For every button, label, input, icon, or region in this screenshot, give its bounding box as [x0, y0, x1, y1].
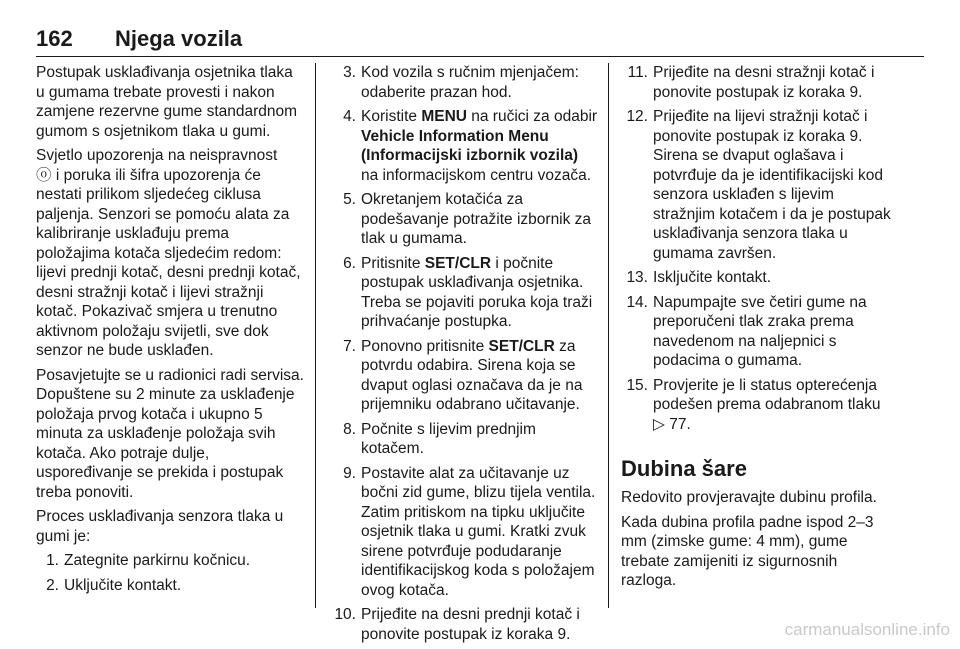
- list-item: 12. Prijeđite na lijevi stražnji kotač i ponovite postupak iz koraka 9. Sirena se dvaput oglašava i potvrđuje da je identifikacijski kod senzora usklađen s lijevim stražnjim kotačem i da je postupak usklađivanja senzora tlaka u gumama završen.: [626, 108, 891, 262]
- list-item: 10. Prijeđite na desni prednji kotač i ponovite postupak iz koraka 9.: [334, 606, 580, 643]
- paragraph-warning-light: [36, 146, 304, 361]
- list-item: 5. Okretanjem kotačića za podešavanje potražite izbornik za tlak u gumama.: [343, 191, 592, 247]
- steps-list-1: [36, 551, 304, 595]
- column-divider-2: [608, 63, 609, 608]
- set-clr-label: SET/CLR: [488, 337, 555, 355]
- menu-button-label: MENU: [421, 108, 467, 125]
- column-1: [36, 63, 304, 600]
- list-item: 15. Provjerite je li status opterećenja podešen prema odabranom tlaku ▷ 77.: [626, 376, 881, 433]
- watermark: carmanualsonline.info: [784, 620, 950, 639]
- paragraph-spare-tire: Postupak usklađivanja osjetnika tlaka u gumama trebate provesti i nakon zamjene rezervne gume standardnom gumom s osjetnikom tlaka u gumi.: [36, 64, 298, 140]
- list-item: 2. Uključite kontakt.: [46, 576, 182, 594]
- list-item: 3. Kod vozila s ručnim mjenjačem: odaberite prazan hod.: [343, 64, 579, 101]
- page-reference-icon: ▷: [653, 415, 665, 433]
- page-number: 162: [36, 26, 73, 51]
- list-item: 11. Prijeđite na desni stražnji kotač i ponovite postupak iz koraka 9.: [627, 64, 875, 101]
- paragraph-tread-check: Redovito provjeravajte dubinu profila.: [621, 489, 877, 506]
- list-item: 8. Počnite s lijevim prednjim kotačem.: [343, 420, 536, 457]
- list-item: 13. Isključite kontakt.: [626, 269, 772, 286]
- header-rule: [36, 56, 924, 57]
- list-item: 7. Ponovno pritisnite SET/CLR za potvrdu odabira. Sirena koja se dvaput oglasi označava da je na prijemniku odabrano učitavanje.: [343, 337, 583, 413]
- column-2: [330, 63, 598, 649]
- list-item: 14. Napumpajte sve četiri gume na preporučeni tlak zraka prema navedenom na naljepnici s podacima o gumama.: [626, 293, 867, 369]
- steps-list-3: [621, 63, 891, 434]
- menu-name-label: Vehicle Information Menu (Informacijski izbornik vozila): [361, 127, 579, 164]
- column-divider-1: [315, 63, 316, 608]
- set-clr-label: SET/CLR: [424, 254, 492, 272]
- paragraph-workshop: Posavjetujte se u radionici radi servisa. Dopuštene su 2 minute za usklađenje položaja prvog kotača i ukupno 5 minuta za usklađenje položaja svih kotača. Ako potraje dulje, uspoređivanje se prekida i postupak treba ponoviti.: [36, 366, 304, 501]
- page-reference[interactable]: 77.: [664, 415, 691, 433]
- list-item: 9. Postavite alat za učitavanje uz bočni zid gume, blizu tijela ventila. Zatim pritiskom na tipku uključite osjetnik tlaka u gumi. Kratki zvuk sirene potvrđuje podudaranje identifikacijskog koda s položajem ovog kotača.: [343, 464, 596, 599]
- page-title: Njega vozila: [115, 26, 243, 51]
- tire-pressure-warning-icon: ⓞ: [36, 166, 52, 184]
- list-item: 6. Pritisnite SET/CLR i počnite postupak usklađivanja osjetnika. Treba se pojaviti poruka koja traži prihvaćanje postupka.: [343, 254, 593, 330]
- paragraph-process-intro: Proces usklađivanja senzora tlaka u gumi je:: [36, 508, 284, 545]
- section-heading: Dubina šare: [621, 456, 747, 481]
- paragraph-lead: Svjetlo upozorenja na neispravnost: [36, 147, 278, 164]
- page-header: [36, 26, 924, 56]
- column-3: [621, 63, 891, 596]
- list-item: 1. Zategnite parkirnu kočnicu.: [46, 552, 251, 569]
- paragraph-rest: i poruka ili šifra upozorenja će nestati prilikom sljedećeg ciklusa paljenja. Senzori se pomoću alata za kalibriranje usklađuju prema položajima kotača sljedećim redom: lijevi prednji kotač, desni prednji kotač, desni stražnji kotač i lijevi stražnji kotač. Pokazivač smjera u trenutno aktivnom položaju svijetli, sve dok senzor ne bude usklađen.: [36, 166, 301, 359]
- steps-list-2: [330, 63, 598, 644]
- paragraph-tread-replace: Kada dubina profila padne ispod 2–3 mm (zimske gume: 4 mm), gume trebate zamijeniti iz sigurnosnih razloga.: [621, 513, 874, 589]
- list-item: 4. Koristite MENU na ručici za odabir Vehicle Information Menu (Informacijski izbornik vozila) na informacijskom centru vozača.: [343, 108, 598, 184]
